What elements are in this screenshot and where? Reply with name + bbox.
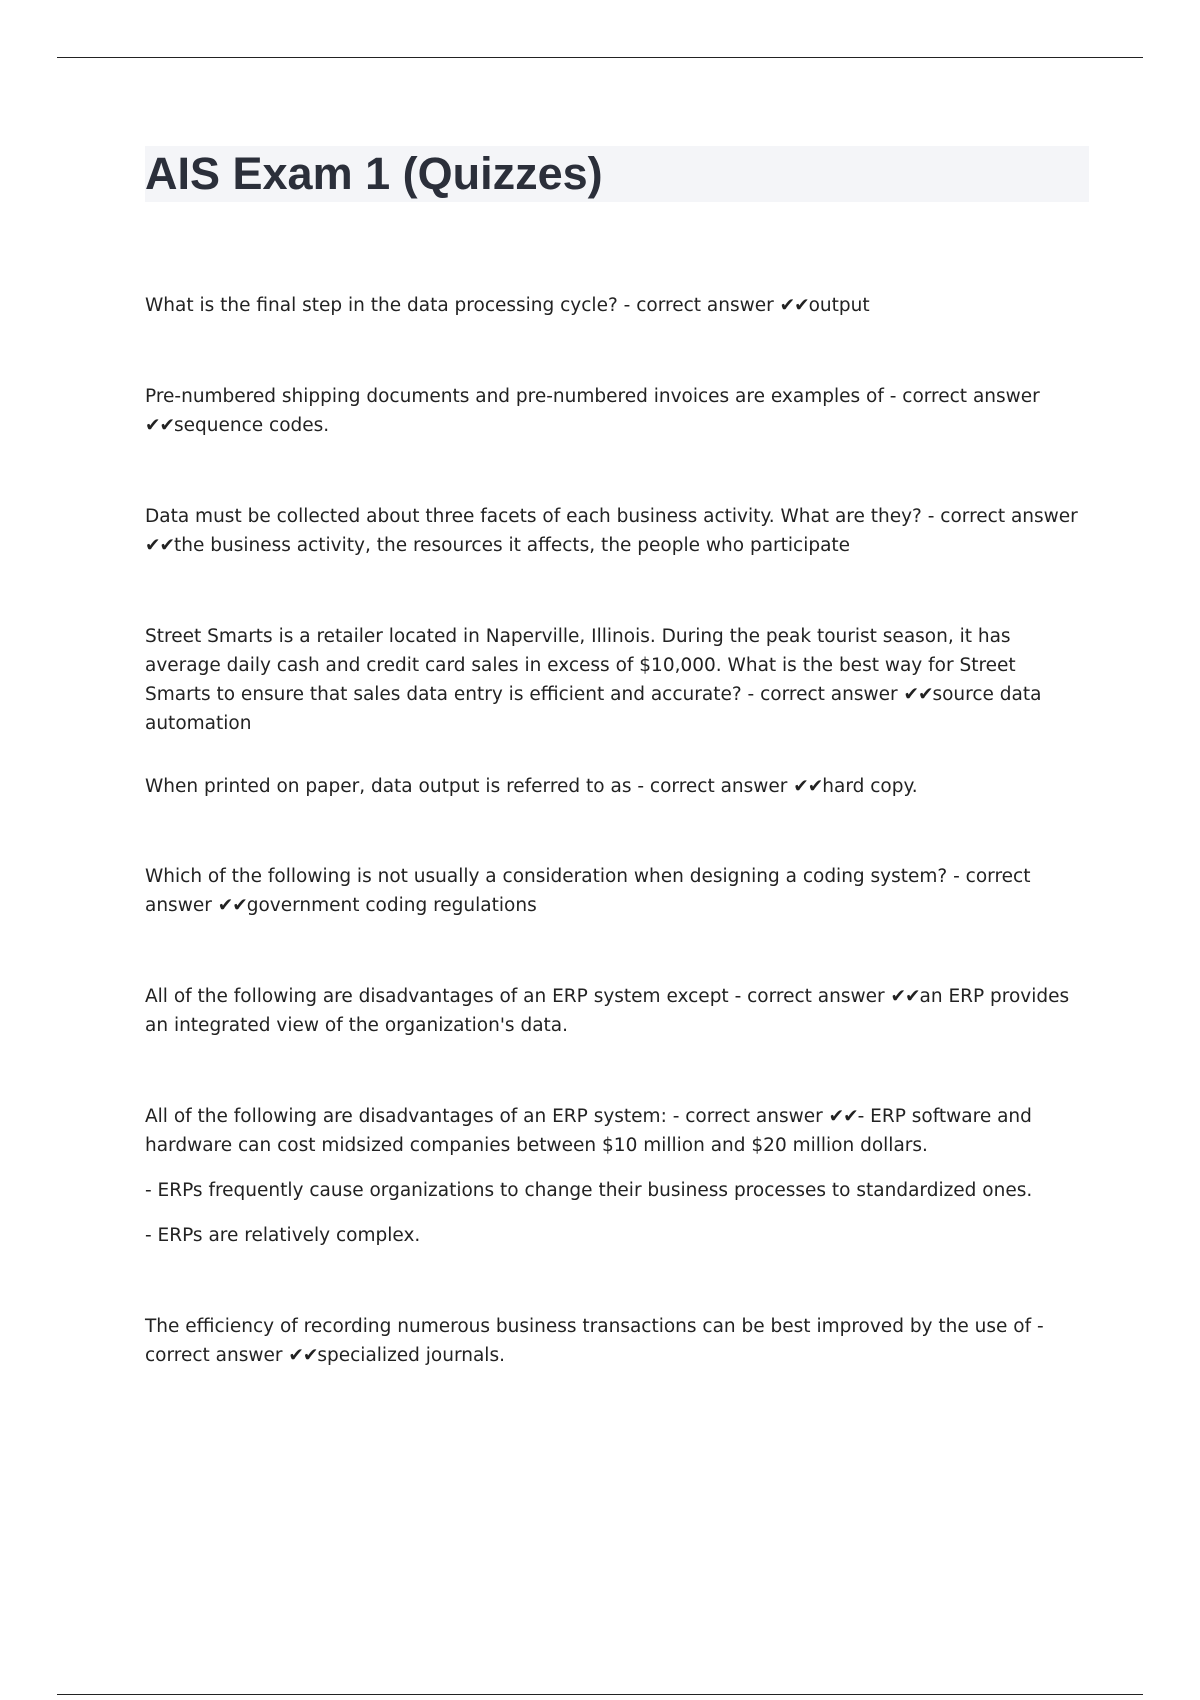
question-text: Pre-numbered shipping documents and pre-numbered invoices are examples of — [145, 386, 884, 407]
answer-text: - ERP software and hardware can cost midsized companies between $10 million and $20 million dollars. — [145, 1106, 1032, 1156]
check-marks-icon: ✔✔ — [903, 684, 933, 705]
bottom-rule — [57, 1694, 1143, 1695]
answer-separator: - correct answer — [631, 776, 794, 797]
qa-text — [145, 502, 1085, 560]
answer-separator: - correct answer — [145, 866, 1031, 916]
answer-separator: - correct answer — [728, 986, 891, 1007]
top-rule — [57, 57, 1143, 58]
answer-separator: - correct answer — [666, 1106, 829, 1127]
answer-separator: - correct answer — [883, 386, 1040, 407]
answer-extra-line: - ERPs frequently cause organizations to change their business processes to standardized ones. — [145, 1180, 1033, 1201]
answer-text: an ERP provides an integrated view of the organization's data. — [145, 986, 1070, 1036]
qa-item-9 — [145, 1312, 1085, 1370]
qa-item-8 — [145, 1102, 1085, 1250]
answer-separator: - correct answer — [741, 684, 904, 705]
answer-text: hard copy. — [822, 776, 918, 797]
check-marks-icon: ✔✔ — [288, 1345, 318, 1366]
check-marks-icon: ✔✔ — [779, 295, 809, 316]
question-text: When printed on paper, data output is referred to as — [145, 776, 632, 797]
check-marks-icon: ✔✔ — [145, 535, 175, 556]
question-text: Which of the following is not usually a consideration when designing a coding system? — [145, 866, 948, 887]
answer-text: specialized journals. — [317, 1345, 505, 1366]
answer-text: source data automation — [145, 684, 1042, 734]
answer-text: the business activity, the resources it affects, the people who participate — [174, 535, 851, 556]
check-marks-icon: ✔✔ — [828, 1106, 858, 1127]
answer-text: sequence codes. — [174, 415, 330, 436]
check-marks-icon: ✔✔ — [145, 415, 175, 436]
check-marks-icon: ✔✔ — [793, 776, 823, 797]
question-text: The efficiency of recording numerous business transactions can be best improved by the use of — [145, 1316, 1032, 1337]
qa-item-5 — [145, 772, 1085, 801]
answer-separator: - correct answer — [145, 1316, 1044, 1366]
question-text: All of the following are disadvantages of an ERP system except — [145, 986, 729, 1007]
answer-text: government coding regulations — [246, 895, 537, 916]
qa-item-2 — [145, 382, 1085, 440]
check-marks-icon: ✔✔ — [890, 986, 920, 1007]
qa-item-7 — [145, 982, 1085, 1040]
qa-text — [145, 982, 1085, 1040]
qa-item-4 — [145, 622, 1085, 738]
page-title: AIS Exam 1 (Quizzes) — [145, 148, 603, 199]
qa-item-3 — [145, 502, 1085, 560]
question-text: All of the following are disadvantages of an ERP system: — [145, 1106, 667, 1127]
qa-item-1 — [145, 291, 1085, 320]
qa-item-6 — [145, 862, 1085, 920]
qa-text — [145, 1102, 1085, 1160]
qa-text — [145, 382, 1085, 440]
answer-separator: - correct answer — [617, 295, 780, 316]
answer-separator: - correct answer — [921, 506, 1078, 527]
qa-text — [145, 622, 1085, 738]
answer-text: output — [808, 295, 870, 316]
qa-text — [145, 772, 1085, 801]
answer-extra-line: - ERPs are relatively complex. — [145, 1225, 421, 1246]
question-text: What is the final step in the data processing cycle? — [145, 295, 618, 316]
question-text: Data must be collected about three facets of each business activity. What are they? — [145, 506, 922, 527]
question-text: Street Smarts is a retailer located in Naperville, Illinois. During the peak tourist season, it has average daily cash and credit card sales in excess of $10,000. What is the best way for Street Smarts to ensure that sales data entry is efficient and accurate? — [145, 626, 1016, 705]
qa-text — [145, 1312, 1085, 1370]
check-marks-icon: ✔✔ — [217, 895, 247, 916]
qa-text — [145, 291, 1085, 320]
qa-text — [145, 862, 1085, 920]
